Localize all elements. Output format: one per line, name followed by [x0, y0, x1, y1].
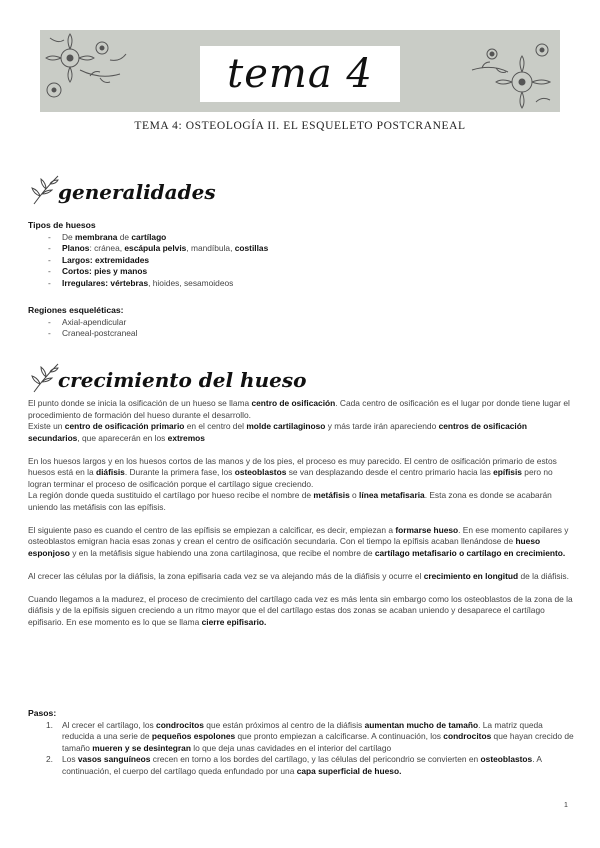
- region-item: [48, 328, 574, 340]
- bold-term: formarse hueso: [395, 524, 459, 535]
- bold-term: costillas: [234, 243, 269, 253]
- tipo-item: [48, 255, 574, 267]
- paragraph: [28, 398, 574, 444]
- text-run: Los: [62, 754, 78, 764]
- step-number: 1.: [46, 719, 53, 730]
- regiones-block: [28, 305, 574, 340]
- text-run: y más tarde irán apareciendo: [325, 421, 439, 431]
- text-run: En los huesos largos y en los huesos cortos de las manos y de los pies, el proceso es muy parecido. El centro de osificación primario de estos huesos está en la: [28, 455, 557, 477]
- text-run: Craneal-postcraneal: [62, 328, 138, 338]
- text-run: Al crecer el cartílago, los: [62, 719, 157, 730]
- text-run: en el centro del: [184, 421, 247, 431]
- bold-term: mueren y se desintegran: [92, 742, 191, 753]
- tipo-item: [48, 232, 574, 244]
- text-run: o: [349, 490, 360, 500]
- text-run: De: [62, 231, 76, 242]
- bold-term: Irregulares: vértebras: [62, 277, 149, 288]
- text-run: , mandíbula,: [186, 243, 235, 253]
- bold-term: membrana: [75, 231, 118, 242]
- bold-term: Planos: [62, 243, 90, 253]
- paso-item: [46, 719, 574, 755]
- pasos-label: Pasos:: [28, 708, 57, 718]
- regiones-label: Regiones esqueléticas:: [28, 305, 124, 315]
- text-run: . Cada centro de osificación es el lugar por donde tiene lugar el procedimiento de formación del hueso durante el desarrollo.: [28, 398, 570, 420]
- paso-item: [46, 754, 574, 777]
- bold-term: línea metafisaria: [359, 490, 425, 500]
- bold-term: Cortos: pies y manos: [62, 266, 148, 276]
- bold-term: aumentan mucho de tamaño: [364, 719, 479, 730]
- bold-term: vasos sanguíneos: [77, 754, 151, 764]
- text-run: . Esta zona es donde se acabarán uniendo las metáfisis con las epífisis.: [28, 490, 552, 512]
- paragraph: [28, 525, 574, 560]
- text-run: pero no logran terminar el proceso de osificación porque el cartílago sigue creciendo.: [28, 467, 553, 489]
- region-item: [48, 317, 574, 329]
- tipo-item: [48, 243, 574, 255]
- bold-term: escápula pelvis: [124, 243, 187, 253]
- text-run: Existe un: [28, 421, 65, 431]
- text-run: Axial-apendicular: [62, 316, 127, 327]
- text-run: lo que deja unas cavidades en el interior del cartílago: [190, 742, 392, 753]
- section-heading-crecimiento: [28, 360, 306, 394]
- page-subtitle: TEMA 4: OSTEOLOGÍA II. EL ESQUELETO POSTCRANEAL: [134, 120, 466, 132]
- bold-term: capa superficial de hueso.: [296, 765, 402, 776]
- text-run: de: [117, 231, 132, 242]
- section-heading-generalidades: [28, 172, 216, 206]
- section-title: crecimiento del hueso: [58, 368, 307, 392]
- bold-term: osteoblastos: [234, 467, 287, 477]
- tipos-de-huesos-block: [28, 220, 574, 289]
- text-run: : cránea,: [89, 243, 125, 253]
- tipo-item: [48, 266, 574, 278]
- text-run: . Durante la primera fase, los: [124, 467, 235, 477]
- text-run: de la diáfisis.: [518, 570, 569, 581]
- tipo-item: [48, 278, 574, 290]
- text-run: que están próximos al centro de la diáfisis: [203, 719, 365, 730]
- bold-term: cartílago metafisario o cartílago en crecimiento.: [374, 547, 566, 558]
- crecimiento-body: [28, 398, 574, 640]
- text-run: y en la metáfisis sigue habiendo una zona cartilaginosa, que recibe el nombre de: [69, 547, 375, 558]
- title-box: [200, 46, 400, 102]
- text-run: crecen en torno a los bordes del cartílago, y las células del pericondrio se convierten en: [150, 754, 481, 764]
- bold-term: centro de osificación primario: [64, 421, 185, 431]
- text-run: El siguiente paso es cuando el centro de las epífisis se empiezan a calcificar, es decir, empiezan a: [28, 524, 396, 535]
- flower-decoration-right: [462, 30, 560, 112]
- text-run: La región donde queda sustituido el cartílago por hueso recibe el nombre de: [28, 490, 314, 500]
- regiones-list: [28, 317, 574, 340]
- text-run: . En ese momento capilares y osteoblastos emigran hacia esas zonas y crean el centro de osificación secundaria. Con el tiempo la epífisis acaban llenándose de: [28, 524, 569, 546]
- section-title: generalidades: [58, 180, 216, 204]
- text-run: . A continuación, el cuerpo del cartílago queda enfundado por una: [62, 754, 542, 776]
- bold-term: osteoblastos: [480, 754, 533, 764]
- tipos-label: Tipos de huesos: [28, 220, 96, 230]
- tipos-list: [28, 232, 574, 290]
- paragraph: [28, 594, 574, 629]
- text-run: que hayan crecido de tamaño: [62, 731, 574, 753]
- bold-term: crecimiento en longitud: [423, 570, 519, 581]
- bold-term: cierre epifisario.: [201, 616, 267, 627]
- bold-term: cartílago: [131, 231, 167, 242]
- bold-term: diáfisis: [95, 467, 125, 477]
- page-number: 1: [564, 802, 568, 809]
- text-run: Cuando llegamos a la madurez, el proceso de crecimiento del cartílago cada vez es más lenta sin embargo como los osteoblastos de la zona de la diáfisis y de la epífisis siguen creciendo a un ritmo mayor que el del cartílago estas dos zonas se acaban uniendo y desaparece el cartílago epifisario. En ese momento es lo que se llama: [28, 593, 573, 627]
- paragraph: [28, 456, 574, 514]
- text-run: se van desplazando desde el centro primario hacia las: [286, 467, 494, 477]
- paragraph: [28, 571, 574, 583]
- text-run: Al crecer las células por la diáfisis, la zona epifisaria cada vez se va alejando más de la diáfisis y ocurre el: [28, 570, 424, 581]
- bold-term: hueso esponjoso: [28, 536, 541, 558]
- bold-term: condrocitos: [443, 731, 492, 741]
- bold-term: metáfisis: [313, 490, 350, 500]
- bold-term: epífisis: [493, 467, 522, 477]
- bold-term: extremos: [167, 432, 205, 443]
- page-title: tema 4: [227, 51, 373, 97]
- bold-term: condrocitos: [156, 719, 204, 730]
- text-run: . La matriz queda reducida a una serie de: [62, 719, 543, 741]
- bold-term: centros de osificación secundarios: [28, 421, 527, 443]
- text-run: , hioides, sesamoideos: [148, 277, 234, 288]
- text-run: , que aparecerán en los: [77, 432, 168, 443]
- text-run: El punto donde se inicia la osificación de un hueso se llama: [28, 398, 252, 408]
- bold-term: pequeños espolones: [151, 731, 236, 741]
- step-number: 2.: [46, 754, 53, 764]
- bold-term: Largos: extremidades: [62, 254, 150, 265]
- bold-term: centro de osificación: [251, 398, 336, 408]
- pasos-block: [28, 708, 574, 777]
- flower-decoration-left: [40, 30, 138, 112]
- text-run: que pronto empiezan a calcificarse. A continuación, los: [235, 731, 444, 741]
- pasos-list: [28, 720, 574, 778]
- bold-term: molde cartilaginoso: [246, 421, 326, 431]
